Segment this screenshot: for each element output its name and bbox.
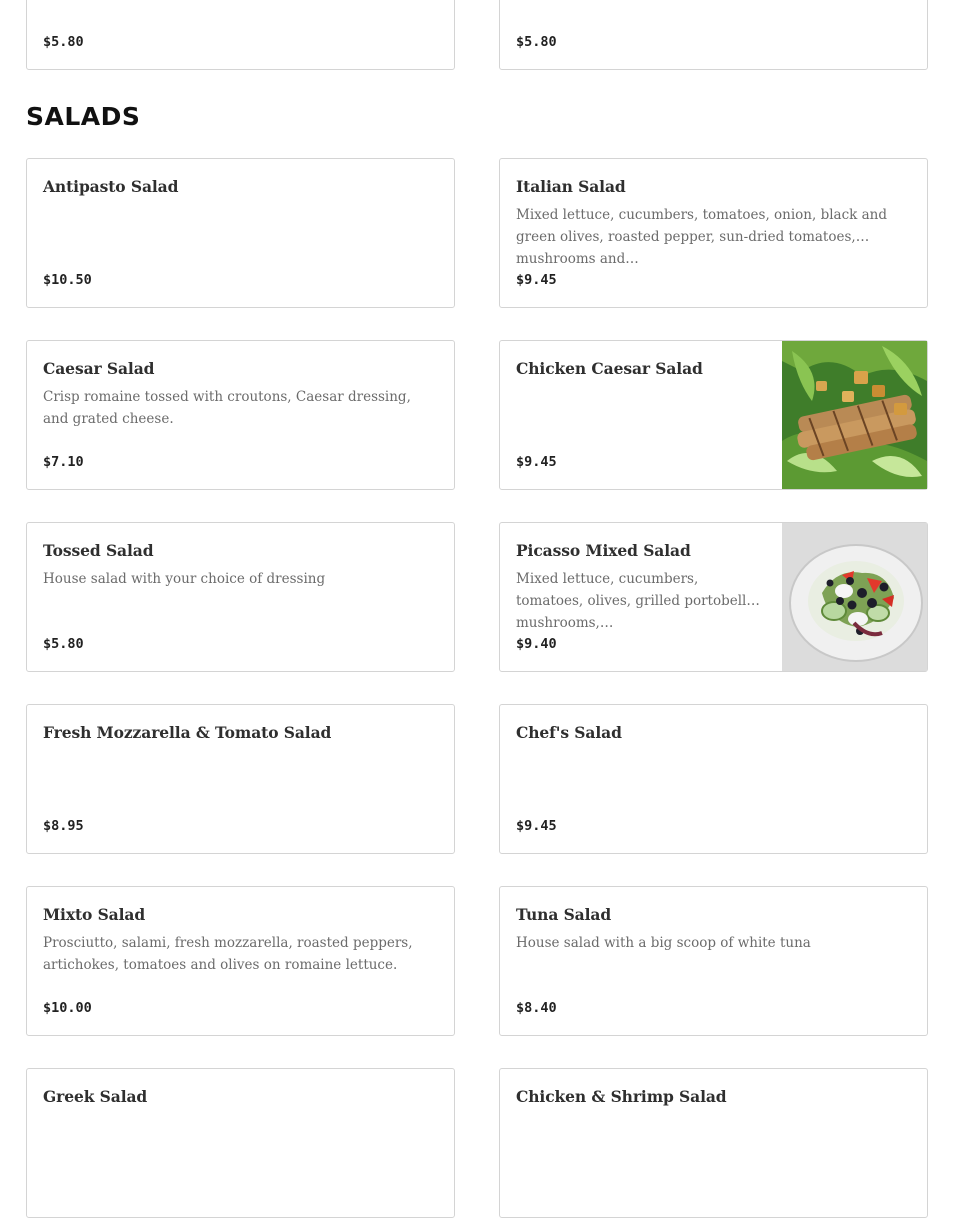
- mixed-salad-image: [782, 523, 927, 671]
- menu-item-card[interactable]: [26, 704, 455, 854]
- item-price: $9.45: [516, 272, 557, 288]
- item-description: Crisp romaine tossed with croutons, Caesar dressing, and grated cheese.: [43, 389, 411, 427]
- item-name: Caesar Salad: [43, 359, 155, 378]
- section-title: SALADS: [26, 102, 141, 131]
- item-name: Mixto Salad: [43, 905, 146, 924]
- item-price: $10.00: [43, 1000, 92, 1016]
- menu-item-card[interactable]: [26, 522, 455, 672]
- item-name: Tuna Salad: [516, 905, 612, 924]
- item-price: $5.80: [43, 34, 84, 50]
- item-name: Chicken Caesar Salad: [516, 359, 703, 378]
- item-description: House salad with your choice of dressing: [43, 571, 326, 587]
- menu-item-card[interactable]: [26, 0, 455, 70]
- item-price: $5.80: [43, 636, 84, 652]
- item-price: $9.40: [516, 636, 557, 652]
- item-name: Fresh Mozzarella & Tomato Salad: [43, 723, 332, 742]
- item-price: $10.50: [43, 272, 92, 288]
- menu-item-card[interactable]: [26, 340, 455, 490]
- menu-item-card[interactable]: [499, 158, 928, 308]
- menu-item-card[interactable]: [26, 1068, 455, 1218]
- menu-item-card[interactable]: [499, 704, 928, 854]
- item-description: House salad with a big scoop of white tuna: [516, 935, 811, 951]
- menu-item-card[interactable]: [26, 886, 455, 1036]
- item-name: Greek Salad: [43, 1087, 148, 1106]
- item-name: Tossed Salad: [43, 541, 154, 560]
- chicken-caesar-salad-image: [782, 341, 927, 489]
- item-name: Chef's Salad: [516, 723, 622, 742]
- item-price: $7.10: [43, 454, 84, 470]
- menu-item-card[interactable]: [499, 522, 928, 672]
- item-description: Mixed lettuce, cucumbers, tomatoes, olives, grilled portobello mushrooms,…: [516, 571, 755, 631]
- menu-item-card[interactable]: [499, 886, 928, 1036]
- item-description: Mixed lettuce, cucumbers, tomatoes, onion, black and green olives, roasted pepper, sun-dried tomatoes, mushrooms and…: [516, 207, 887, 267]
- menu-item-card[interactable]: [499, 340, 928, 490]
- item-name: Antipasto Salad: [43, 177, 179, 196]
- menu-item-card[interactable]: [499, 1068, 928, 1218]
- item-price: $9.45: [516, 454, 557, 470]
- item-name: Picasso Mixed Salad: [516, 541, 691, 560]
- item-name: Chicken & Shrimp Salad: [516, 1087, 727, 1106]
- item-price: $8.95: [43, 818, 84, 834]
- item-description: Prosciutto, salami, fresh mozzarella, roasted peppers, artichokes, tomatoes and olives on romaine lettuce.: [43, 935, 413, 973]
- item-name: Italian Salad: [516, 177, 626, 196]
- item-price: $8.40: [516, 1000, 557, 1016]
- item-price: $9.45: [516, 818, 557, 834]
- menu-item-card[interactable]: [26, 158, 455, 308]
- item-price: $5.80: [516, 34, 557, 50]
- menu-item-card[interactable]: [499, 0, 928, 70]
